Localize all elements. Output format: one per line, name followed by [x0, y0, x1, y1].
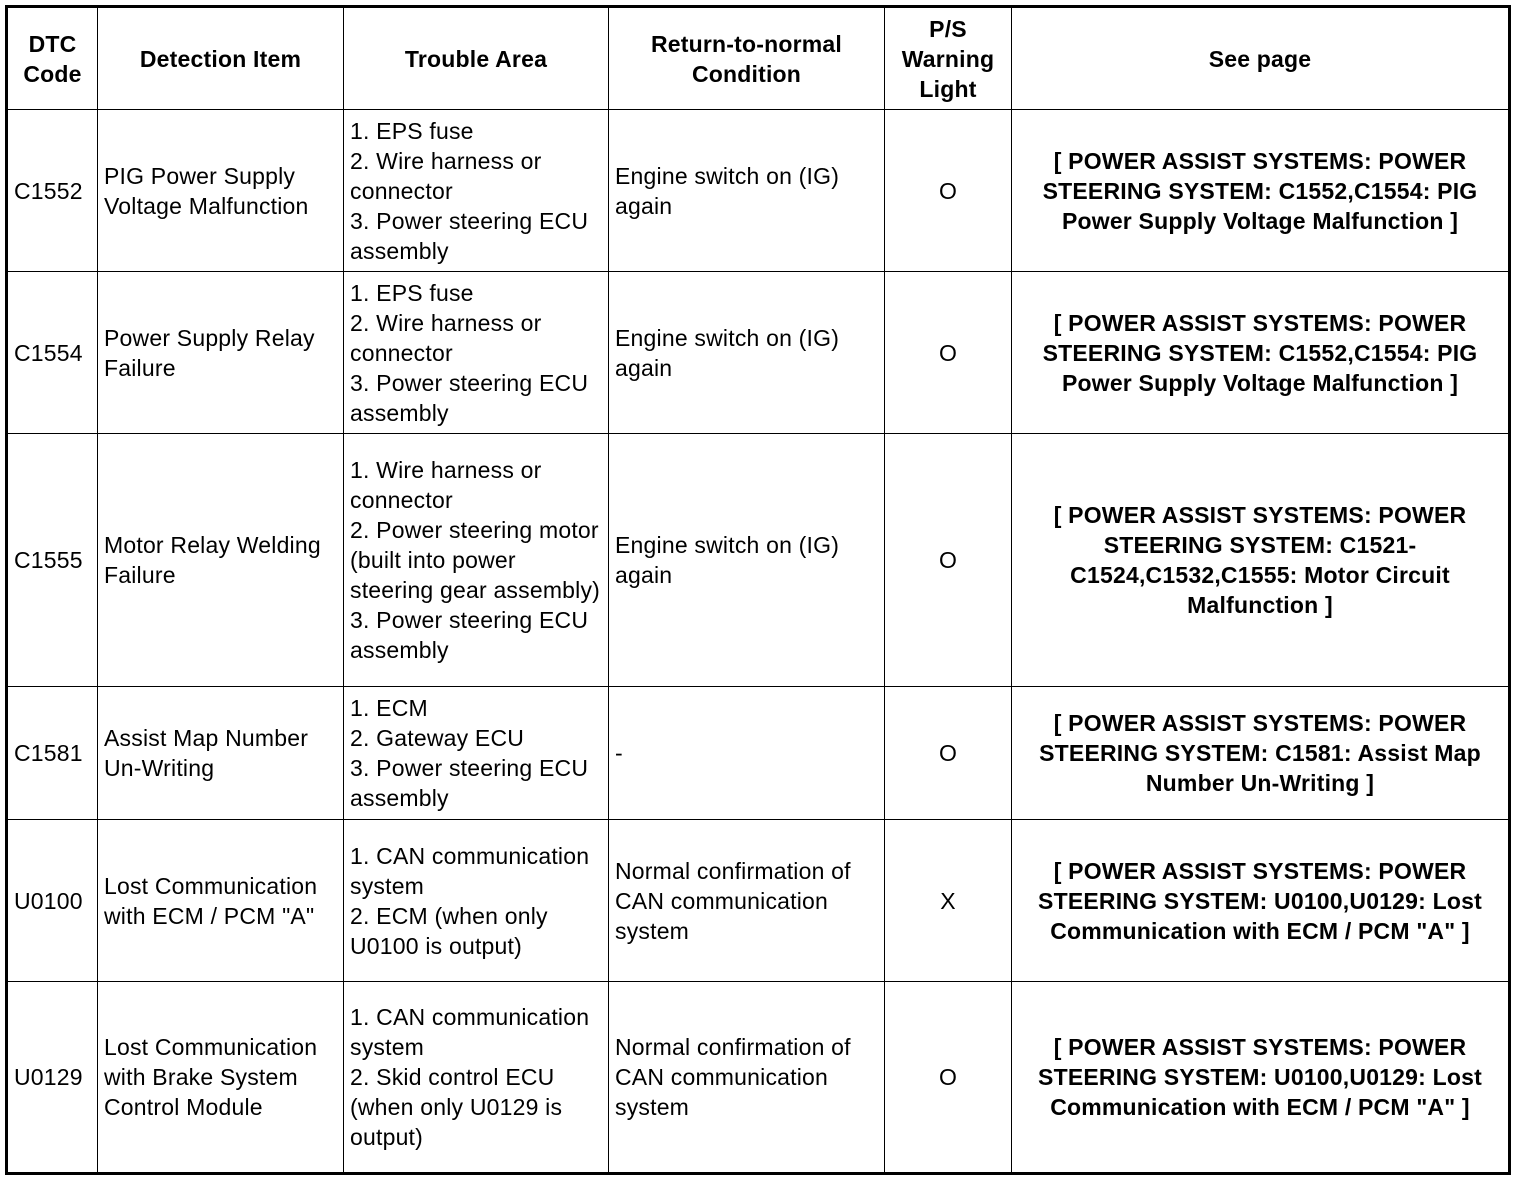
header-detection-item: Detection Item — [98, 7, 344, 110]
detection-item-cell: Lost Communication with Brake System Control Module — [98, 982, 344, 1174]
header-dtc-code: DTC Code — [7, 7, 98, 110]
dtc-code-cell: C1554 — [7, 272, 98, 434]
table-row — [7, 687, 1510, 820]
see-page-link[interactable]: [ POWER ASSIST SYSTEMS: POWER STEERING SYSTEM: U0100,U0129: Lost Communication with ECM / PCM "A" ] — [1012, 820, 1510, 982]
trouble-area-cell: 1. ECM 2. Gateway ECU 3. Power steering ECU assembly — [344, 687, 609, 820]
header-row — [7, 7, 1510, 110]
table-row — [7, 434, 1510, 687]
return-condition-cell: Normal confirmation of CAN communication system — [609, 982, 885, 1174]
see-page-link[interactable]: [ POWER ASSIST SYSTEMS: POWER STEERING SYSTEM: C1552,C1554: PIG Power Supply Voltage Malfunction ] — [1012, 110, 1510, 272]
return-condition-cell: Engine switch on (IG) again — [609, 434, 885, 687]
table-row — [7, 272, 1510, 434]
warning-light-cell: O — [885, 434, 1012, 687]
dtc-code-cell: U0129 — [7, 982, 98, 1174]
see-page-link[interactable]: [ POWER ASSIST SYSTEMS: POWER STEERING SYSTEM: C1581: Assist Map Number Un-Writing ] — [1012, 687, 1510, 820]
warning-light-cell: O — [885, 272, 1012, 434]
table-header — [7, 7, 1510, 110]
table-row — [7, 820, 1510, 982]
detection-item-cell: Lost Communication with ECM / PCM "A" — [98, 820, 344, 982]
return-condition-cell: Normal confirmation of CAN communication system — [609, 820, 885, 982]
detection-item-cell: Power Supply Relay Failure — [98, 272, 344, 434]
see-page-link[interactable]: [ POWER ASSIST SYSTEMS: POWER STEERING SYSTEM: C1521-C1524,C1532,C1555: Motor Circuit Malfunction ] — [1012, 434, 1510, 687]
see-page-link[interactable]: [ POWER ASSIST SYSTEMS: POWER STEERING SYSTEM: U0100,U0129: Lost Communication with ECM / PCM "A" ] — [1012, 982, 1510, 1174]
dtc-code-cell: C1552 — [7, 110, 98, 272]
warning-light-cell: O — [885, 110, 1012, 272]
table-row — [7, 110, 1510, 272]
return-condition-cell: Engine switch on (IG) again — [609, 272, 885, 434]
dtc-table — [5, 5, 1511, 1175]
dtc-code-cell: U0100 — [7, 820, 98, 982]
warning-light-cell: X — [885, 820, 1012, 982]
trouble-area-cell: 1. CAN communication system 2. Skid control ECU (when only U0129 is output) — [344, 982, 609, 1174]
dtc-code-cell: C1555 — [7, 434, 98, 687]
trouble-area-cell: 1. CAN communication system 2. ECM (when only U0100 is output) — [344, 820, 609, 982]
see-page-link[interactable]: [ POWER ASSIST SYSTEMS: POWER STEERING SYSTEM: C1552,C1554: PIG Power Supply Voltage Malfunction ] — [1012, 272, 1510, 434]
trouble-area-cell: 1. EPS fuse 2. Wire harness or connector 3. Power steering ECU assembly — [344, 110, 609, 272]
detection-item-cell: Motor Relay Welding Failure — [98, 434, 344, 687]
header-trouble-area: Trouble Area — [344, 7, 609, 110]
warning-light-cell: O — [885, 687, 1012, 820]
detection-item-cell: Assist Map Number Un-Writing — [98, 687, 344, 820]
header-return-condition: Return-to-normal Condition — [609, 7, 885, 110]
header-warning-light: P/S Warning Light — [885, 7, 1012, 110]
table-body — [7, 110, 1510, 1174]
detection-item-cell: PIG Power Supply Voltage Malfunction — [98, 110, 344, 272]
trouble-area-cell: 1. EPS fuse 2. Wire harness or connector 3. Power steering ECU assembly — [344, 272, 609, 434]
table-row — [7, 982, 1510, 1174]
warning-light-cell: O — [885, 982, 1012, 1174]
return-condition-cell: - — [609, 687, 885, 820]
dtc-code-cell: C1581 — [7, 687, 98, 820]
trouble-area-cell: 1. Wire harness or connector 2. Power steering motor (built into power steering gear assembly) 3. Power steering ECU assembly — [344, 434, 609, 687]
return-condition-cell: Engine switch on (IG) again — [609, 110, 885, 272]
header-see-page: See page — [1012, 7, 1510, 110]
